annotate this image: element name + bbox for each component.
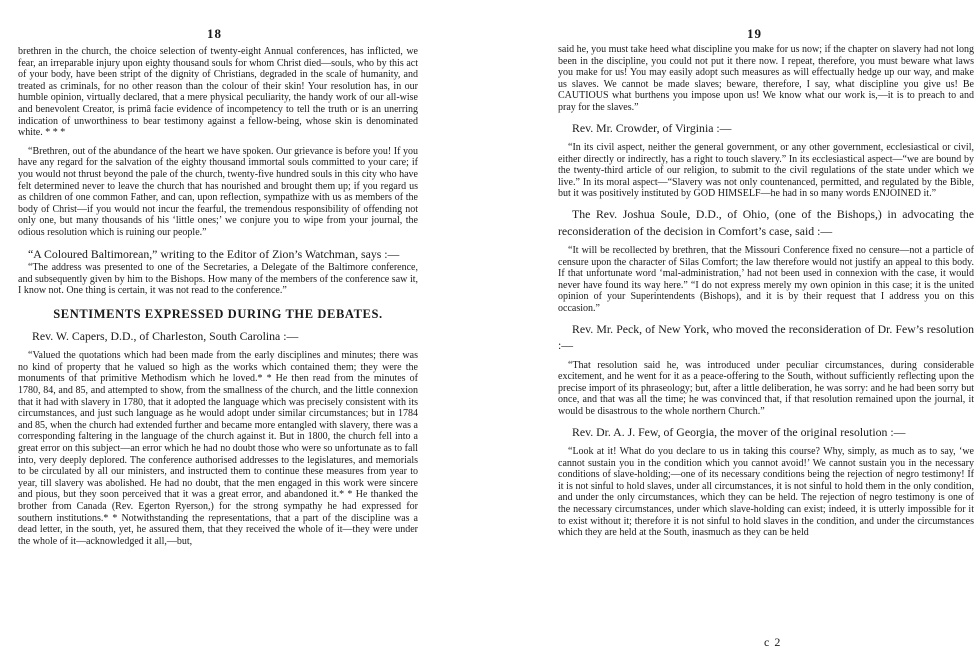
quote-paragraph: “Brethren, out of the abundance of the heart we have spoken. Our grievance is before you! If you have any regard for the salvation of the eighty thousand immortal souls committed to your care; if you would not thrust beyond the pale of the church, twenty-five hundred souls in this city who have felt determined never to leave the church that has nourished and brought them up; if you regard us as children of one common Father, and can, upon reflection, sympathize with us as members of the body of Christ—if you would not incur the fearful, the tremendous responsibility of offending not only one, but many thousands of his ‘little ones;’ we conjure you to wipe from your journal, the odious resolution which is ruining our people.” xyxy=(18,145,418,238)
left-page xyxy=(0,0,442,662)
quote-paragraph: “Look at it! What do you declare to us in taking this course? Why, simply, as much as to say, ‘we cannot sustain you in the condition which you cannot avoid!’ We cannot sustain you in the necessary conditions of slave-holding;—one of its necessary conditions being the rejection of negro testimony! If it is not sinful to hold slaves, under all circumstances, it is not sinful to hold them in the only condition, and under the only circumstances, which they can be held. The rejection of negro testimony is one of the necessary circumstances, under which slave-holding can exist; indeed, it is utterly impossible for it to exist without it; therefore it is not sinful to hold slaves in the condition, and under the circumstances which they are held at the South, inasmuch as they can be held xyxy=(558,446,974,539)
speaker-heading: Rev. Mr. Peck, of New York, who moved the reconsideration of Dr. Few’s resolution :— xyxy=(558,321,974,353)
quote-paragraph: “The address was presented to one of the Secretaries, a Delegate of the Baltimore conference, and subsequently given by him to the Bishops. How many of the members of the conference saw it, I know not. One thing is certain, it was not read to the conference.” xyxy=(18,262,418,297)
quote-paragraph: “That resolution said he, was introduced under peculiar circumstances, during considerable excitement, and he went for it as a peace-offering to the South, without sufficiently reflecting upon the precise import of its phraseology; but, after a little deliberation, he was sorry: and he had been sorry but once, and that was all the time; he was convinced that, if that resolution remained upon the journal, it would be disastrous to the whole northern Church.” xyxy=(558,359,974,417)
speaker-heading: The Rev. Joshua Soule, D.D., of Ohio, (one of the Bishops,) in advocating the reconsideration of the decision in Comfort’s case, said :— xyxy=(558,207,974,238)
speaker-heading: Rev. Dr. A. J. Few, of Georgia, the mover of the original resolution :— xyxy=(572,424,906,439)
section-heading: SENTIMENTS EXPRESSED DURING THE DEBATES. xyxy=(53,306,383,321)
speaker-heading: Rev. Mr. Crowder, of Virginia :— xyxy=(572,120,732,135)
paragraph: brethren in the church, the choice selection of twenty-eight Annual conferences, has inflicted, we fear, an irreparable injury upon eighty thousand souls for whom Christ died—souls, who by this act of your body, have been stript of the dignity of Christians, degraded in the scale of humanity, and treated as criminals, for no other reason than the colour of their skin! Your resolution has, in our humble opinion, virtually declared, that a mere physical peculiarity, the handy work of our all-wise and benevolent Creator, is primâ facie evidence of incompetency to tell the truth or is an unerring indication of unworthiness to bear testimony against a fellow-being, whose skin is denominated white. * * * xyxy=(18,46,418,139)
speaker-heading: Rev. W. Capers, D.D., of Charleston, South Carolina :— xyxy=(32,328,299,343)
paragraph: said he, you must take heed what discipline you make for us now; if the chapter on slavery had not long been in the discipline, you could not put it there now. I repeat, therefore, you must beware what laws you make for us! You may easily adopt such measures as will effectually hedge up our way, and make us slaves. We cannot be made slaves; beware, therefore, I say, what discipline you give us! Be CAUTIOUS what burthens you impose upon us! We know what our work is,—it is to preach to and pray for the slaves.” xyxy=(558,44,974,113)
text-column xyxy=(558,44,974,539)
signature-mark: c 2 xyxy=(764,635,782,649)
intro-paragraph: “A Coloured Baltimorean,” writing to the Editor of Zion’s Watchman, says :— xyxy=(28,246,400,261)
page-number: 18 xyxy=(207,26,222,41)
text-column xyxy=(18,46,418,547)
quote-paragraph: “Valued the quotations which had been made from the early disciplines and minutes; there was no kind of property that he valued so high as the works which contained them; they were the monuments of that primitive Methodism which he loved.* * He then read from the minutes of 1780, 84, and 85, and attempted to show, from the smallness of the church, and the little connexion that it had with slavery in 1780, that it adopted the language which was precisely consistent with its circumstances, and just such language as he would adopt under similar circumstances; but in 1784 and 85, when the church had extended further and became more entangled with slavery, there was a corresponding faltering in the language of the church against it. But in 1800, the church fell into a great error on this subject—an error which he had no doubt those who were so unfortunate as to fall into, very deeply deplored. The conference authorised addresses to the legislatures, and memorials to be circulated by all our ministers, and instructed them to continue these measures from year to year, till slavery was abolished. He had no doubt, that the men engaged in this work were sincere and pious, but they soon perceived that it was a great error, and abandoned it.* * He thanked the brother from Canada (Rev. Egerton Ryerson,) for the strong sympathy he had expressed for southern institutions.* * Notwithstanding the representations, that a part of the discipline was a dead letter, in the south, yet, he assured them, that they received the whole of it—they were under the whole of it—acknowledged it all,—but, xyxy=(18,350,418,547)
page-number: 19 xyxy=(747,26,762,41)
right-page xyxy=(552,0,980,662)
quote-paragraph: “In its civil aspect, neither the general government, or any other government, ecclesiastical or civil, either directly or indirectly, has a right to touch slavery.” In its ecclesiastical aspect—“we are bound by the twenty-third article of our religion, to submit to the civil regulations of the state under which we live.” In its moral aspect—“Slavery was not only countenanced, permitted, and regulated by the Bible, but it was positively instituted by GOD HIMSELF—he had in so many words ENJOINED it.” xyxy=(558,142,974,200)
quote-paragraph: “It will be recollected by brethren, that the Missouri Conference fixed no censure—not a particle of censure upon the character of Silas Comfort; the law therefore would not justify an appeal to this body. If that unfortunate word ‘mal-administration,’ had not been used in connexion with the case, it would never have found its way here.” “I do not express merely my own opinion in this case; it is the united opinion of your Superintendents (Bishops), and it is by their request that I address you on this occasion.” xyxy=(558,245,974,314)
